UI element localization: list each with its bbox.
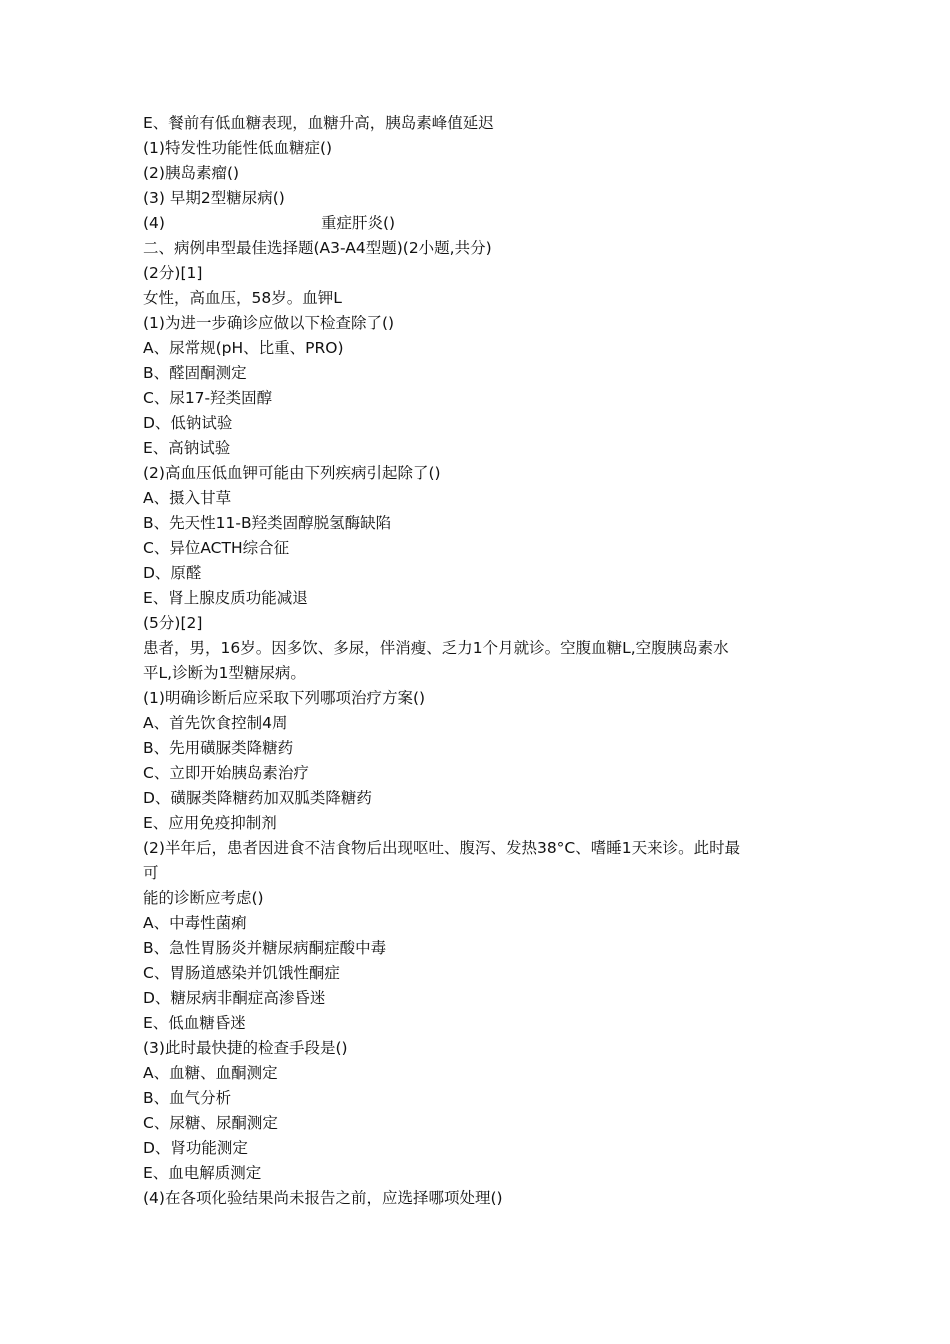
section-heading: 二、病例串型最佳选择题(A3-A4型题)(2小题,共分) — [143, 239, 492, 257]
document-body — [143, 111, 823, 1211]
text-line-2: (1)特发性功能性低血糖症() — [143, 139, 333, 157]
text-line-13: D、低钠试验 — [143, 414, 233, 432]
item-number: (4) — [143, 214, 165, 232]
text-line-14: E、高钠试验 — [143, 439, 231, 457]
text-line-34: B、急性胃肠炎并糖尿病酮症酸中毒 — [143, 939, 387, 957]
text-line-3: (2)胰岛素瘤() — [143, 164, 240, 182]
text-line-35: C、胃肠道感染并饥饿性酮症 — [143, 964, 340, 982]
text-line-26: B、先用磺脲类降糖药 — [143, 739, 294, 757]
text-line-44: (4)在各项化验结果尚未报告之前，应选择哪项处理() — [143, 1189, 503, 1207]
text-line-1: E、餐前有低血糖表现，血糖升高，胰岛素峰值延迟 — [143, 114, 494, 132]
text-line-22: 患者，男，16岁。因多饮、多尿，伴消瘦、乏力1个月就诊。空腹血糖L,空腹胰岛素水 — [143, 639, 729, 657]
text-line-11: B、醛固酮测定 — [143, 364, 247, 382]
item-text: 重症肝炎() — [321, 214, 396, 232]
text-line-36: D、糖尿病非酮症高渗昏迷 — [143, 989, 326, 1007]
text-line-23: 平L,诊断为1型糖尿病。 — [143, 664, 306, 682]
text-line-29: E、应用免疫抑制剂 — [143, 814, 277, 832]
text-line-12: C、尿17-羟类固醇 — [143, 389, 273, 407]
text-line-30: (2)半年后，患者因进食不洁食物后出现呕吐、腹泻、发热38°C、嗜睡1天来诊。此时最 — [143, 839, 741, 857]
text-line-19: D、原醛 — [143, 564, 202, 582]
text-line-38: (3)此时最快捷的检查手段是() — [143, 1039, 348, 1057]
text-line-43: E、血电解质测定 — [143, 1164, 262, 1182]
text-line-10: A、尿常规(pH、比重、PRO) — [143, 339, 344, 357]
text-line-40: B、血气分析 — [143, 1089, 232, 1107]
text-line-15: (2)高血压低血钾可能由下列疾病引起除了() — [143, 464, 441, 482]
text-line-33: A、中毒性菌痢 — [143, 914, 247, 932]
text-line-20: E、肾上腺皮质功能减退 — [143, 589, 308, 607]
text-line-42: D、肾功能测定 — [143, 1139, 248, 1157]
text-line-16: A、摄入甘草 — [143, 489, 232, 507]
text-line-27: C、立即开始胰岛素治疗 — [143, 764, 309, 782]
text-line-25: A、首先饮食控制4周 — [143, 714, 288, 732]
text-line-17: B、先天性11-B羟类固醇脱氢酶缺陷 — [143, 514, 392, 532]
text-line-37: E、低血糖昏迷 — [143, 1014, 246, 1032]
text-line-7: (2分)[1] — [143, 264, 203, 282]
text-line-21: (5分)[2] — [143, 614, 203, 632]
text-line-4: (3) 早期2型糖尿病() — [143, 189, 285, 207]
text-line-8: 女性，高血压，58岁。血钾L — [143, 289, 342, 307]
text-line-9: (1)为进一步确诊应做以下检查除了() — [143, 314, 395, 332]
text-line-28: D、磺脲类降糖药加双胍类降糖药 — [143, 789, 372, 807]
text-line-39: A、血糖、血酮测定 — [143, 1064, 278, 1082]
text-line-18: C、异位ACTH综合征 — [143, 539, 290, 557]
text-line-32: 能的诊断应考虑() — [143, 889, 264, 907]
text-line-31: 可 — [143, 864, 159, 882]
text-line-41: C、尿糖、尿酮测定 — [143, 1114, 278, 1132]
text-line-5 — [143, 211, 823, 236]
text-line-24: (1)明确诊断后应采取下列哪项治疗方案() — [143, 689, 426, 707]
